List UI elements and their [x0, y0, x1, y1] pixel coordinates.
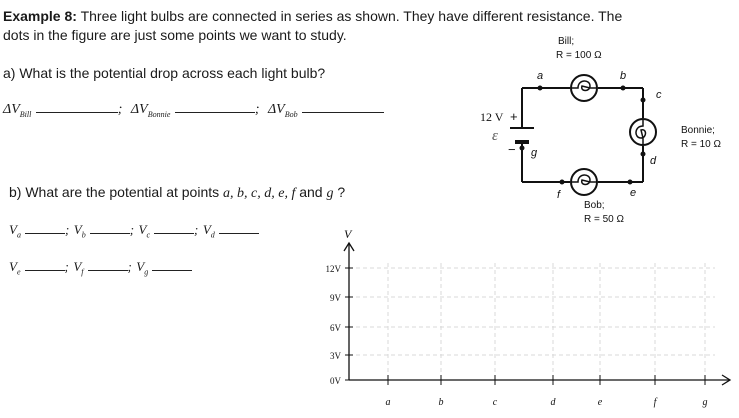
- v-symbol: V: [73, 259, 82, 274]
- bob-name: Bob;: [584, 200, 605, 211]
- label-f: f: [557, 189, 561, 201]
- answer-blank-bill[interactable]: [36, 111, 118, 113]
- v-symbol: V: [202, 222, 211, 237]
- separator: ;: [127, 259, 132, 274]
- part-b-question-text: b) What are the potential at points: [9, 184, 220, 200]
- problem-header-line1: [3, 8, 622, 24]
- battery-minus: −: [508, 142, 516, 157]
- answer-dv-bill: [3, 100, 127, 117]
- part-a-question: a) What is the potential drop across each light bulb?: [3, 65, 326, 81]
- y-axis-label: V: [344, 227, 352, 241]
- part-b-points-list: a, b, c, d, e, f: [223, 186, 296, 201]
- x-tick-label: d: [550, 397, 556, 408]
- filament-bob-icon: [571, 175, 597, 185]
- separator: ;: [64, 222, 70, 237]
- part-b-last-point: g: [326, 186, 334, 201]
- point-c-dot: [641, 98, 646, 103]
- separator: ;: [129, 222, 135, 237]
- separator: ;: [194, 222, 199, 237]
- v-sub-e: e: [16, 267, 21, 277]
- bill-resistance: R = 100 Ω: [556, 50, 602, 61]
- y-tick-label: 0V: [330, 376, 341, 386]
- v-sub-a: a: [16, 230, 21, 240]
- emf-symbol: ε: [492, 128, 498, 144]
- bob-resistance: R = 50 Ω: [584, 214, 624, 225]
- dv-sub-bob: Bob: [284, 109, 298, 119]
- dv-symbol: ΔV: [3, 102, 20, 117]
- v-sub-c: c: [146, 230, 151, 240]
- v-sub-b: b: [81, 230, 86, 240]
- dv-sub-bill: Bill: [19, 109, 32, 119]
- point-d-dot: [641, 152, 646, 157]
- x-tick-label: e: [597, 397, 603, 408]
- battery-plus: +: [510, 109, 518, 124]
- x-tick-label: c: [492, 397, 498, 408]
- label-e: e: [630, 187, 637, 199]
- answer-blank-vc[interactable]: [154, 232, 194, 234]
- x-tick-label: a: [385, 397, 391, 408]
- v-symbol: V: [9, 259, 17, 274]
- y-tick-label: 3V: [330, 351, 341, 361]
- x-tick-label: b: [438, 397, 444, 408]
- answer-blank-bonnie[interactable]: [175, 111, 255, 113]
- y-tick-label: 12V: [325, 264, 341, 274]
- example-label: Example 8:: [3, 8, 77, 24]
- v-sub-g: g: [144, 267, 149, 277]
- point-a-dot: [538, 86, 543, 91]
- answer-blank-bob[interactable]: [302, 111, 384, 113]
- part-b-answers-row2: [9, 258, 192, 277]
- label-a: a: [537, 70, 544, 82]
- bonnie-name: Bonnie;: [681, 125, 715, 136]
- answer-blank-ve[interactable]: [25, 269, 65, 271]
- point-g-dot: [520, 146, 525, 151]
- part-b-question: [9, 184, 345, 202]
- separator: ;: [254, 102, 260, 117]
- label-g: g: [531, 147, 538, 159]
- separator: ;: [117, 102, 123, 117]
- x-tick-label: g: [702, 397, 708, 408]
- v-symbol: V: [136, 259, 145, 274]
- answer-dv-bob: [268, 100, 384, 117]
- v-sub-f: f: [81, 267, 84, 277]
- filament-bonnie-icon: [636, 119, 646, 145]
- point-e-dot: [628, 180, 633, 185]
- dv-sub-bonnie: Bonnie: [147, 109, 171, 119]
- y-tick-label: 6V: [330, 323, 341, 333]
- v-symbol: V: [138, 222, 147, 237]
- label-b: b: [620, 70, 627, 82]
- answer-blank-vd[interactable]: [219, 232, 259, 234]
- answer-blank-vb[interactable]: [90, 232, 130, 234]
- bonnie-resistance: R = 10 Ω: [681, 139, 721, 150]
- part-a-answers: [3, 100, 384, 119]
- answer-blank-vf[interactable]: [88, 269, 128, 271]
- potential-graph: [310, 225, 739, 418]
- point-f-dot: [560, 180, 565, 185]
- label-c: c: [656, 89, 662, 101]
- x-tick-label: f: [653, 397, 657, 408]
- dv-symbol: ΔV: [267, 102, 285, 117]
- problem-statement-line2: dots in the figure are just some points we want to study.: [3, 27, 347, 43]
- battery-voltage: 12 V: [480, 110, 504, 124]
- circuit-diagram: [470, 30, 739, 230]
- label-d: d: [650, 155, 657, 167]
- dv-symbol: ΔV: [130, 102, 148, 117]
- part-b-and: and: [299, 184, 323, 200]
- problem-statement-line1: Three light bulbs are connected in series as shown. They have different resistance. The: [80, 8, 623, 24]
- v-sub-d: d: [210, 230, 215, 240]
- part-b-question-end: ?: [337, 184, 346, 200]
- y-tick-label: 9V: [330, 293, 341, 303]
- v-symbol: V: [73, 222, 82, 237]
- part-b-answers-row1: [9, 221, 259, 240]
- v-symbol: V: [9, 222, 17, 237]
- bill-name: Bill;: [558, 36, 575, 47]
- point-b-dot: [621, 86, 626, 91]
- answer-dv-bonnie: [131, 100, 264, 117]
- answer-blank-vg[interactable]: [152, 269, 192, 271]
- answer-blank-va[interactable]: [25, 232, 65, 234]
- separator: ;: [64, 259, 69, 274]
- filament-bill-icon: [571, 81, 597, 91]
